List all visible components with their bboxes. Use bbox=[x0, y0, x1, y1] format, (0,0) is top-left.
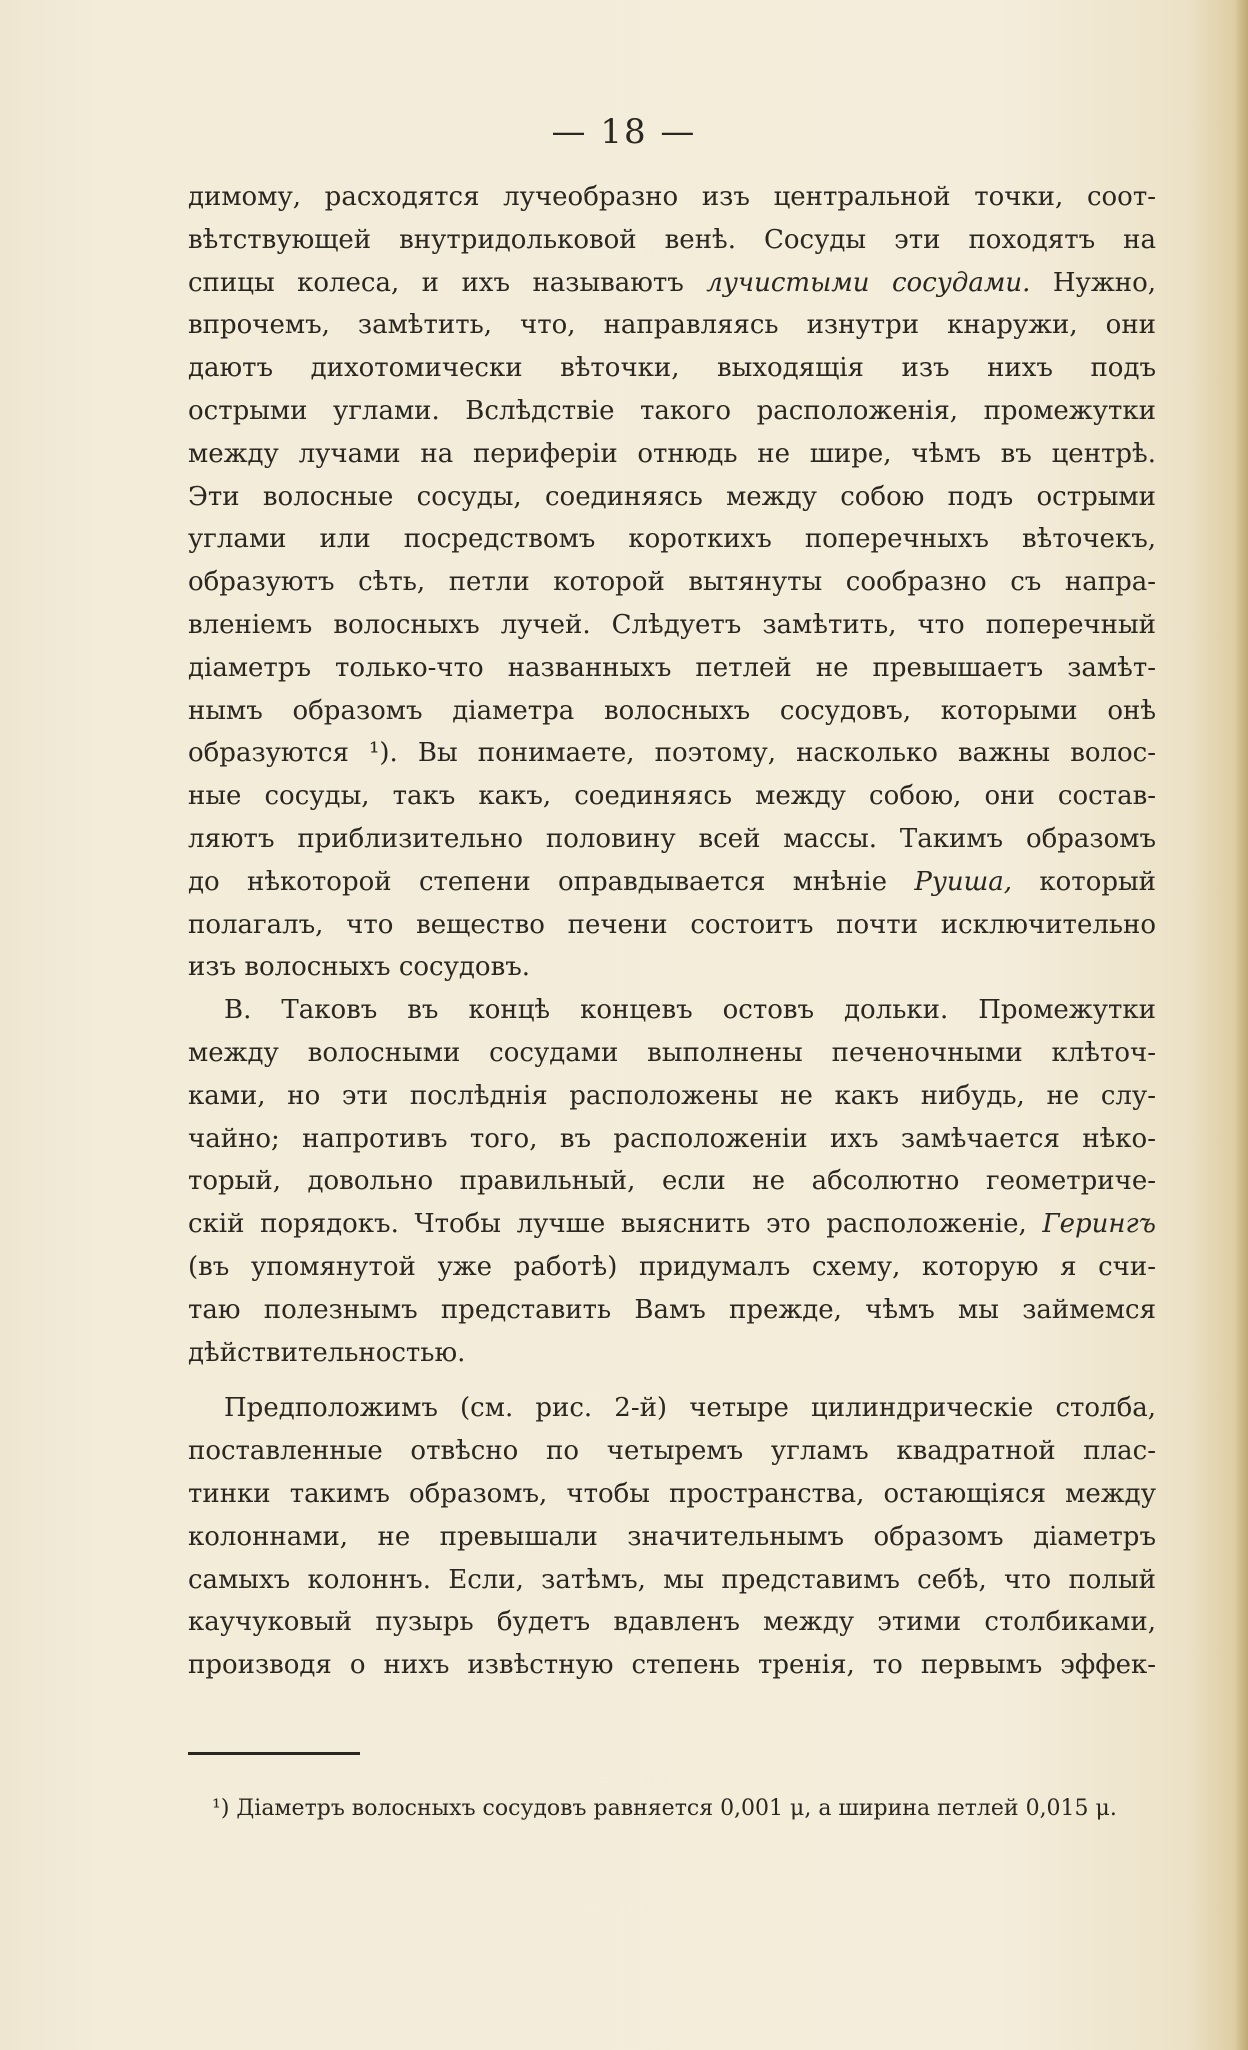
emphasis-name: Руиша, bbox=[914, 866, 1013, 897]
text-line: В. Таковъ въ концѣ концевъ остовъ дольки. Промежутки bbox=[224, 995, 1156, 1026]
text-line: димому, расходятся лучеобразно изъ центральной точки, соот- bbox=[188, 182, 1156, 212]
text-fragment: спицы колеса, и ихъ называютъ bbox=[188, 267, 684, 298]
text-line: нымъ образомъ діаметра волосныхъ сосудовъ, которыми онѣ bbox=[188, 695, 1156, 726]
text-line: діаметръ только-что названныхъ петлей не превышаетъ замѣт- bbox=[188, 652, 1156, 683]
text-line: ками, но эти послѣднія расположены не какъ нибудь, не слу- bbox=[188, 1080, 1156, 1111]
text-line: Предположимъ (см. рис. 2-й) четыре цилиндрическіе столба, bbox=[224, 1393, 1156, 1424]
text-line: ляютъ приблизительно половину всей массы. Такимъ образомъ bbox=[188, 823, 1156, 854]
emphasis-term: лучистыми сосудами. bbox=[706, 267, 1031, 298]
text-line: тинки такимъ образомъ, чтобы пространства, остающіяся между bbox=[188, 1478, 1156, 1509]
text-line: каучуковый пузырь будетъ вдавленъ между этими столбиками, bbox=[188, 1607, 1156, 1638]
text-line: ные сосуды, такъ какъ, соединяясь между собою, они состав- bbox=[188, 781, 1156, 812]
footnote-divider bbox=[188, 1752, 360, 1755]
text-line bbox=[188, 1203, 1156, 1246]
text-line: между волосными сосудами выполнены печеночными клѣточ- bbox=[188, 1037, 1156, 1068]
text-line: колоннами, не превышали значительнымъ образомъ діаметръ bbox=[188, 1521, 1156, 1552]
body-text bbox=[188, 176, 1156, 1687]
paragraph-gap bbox=[188, 1374, 1156, 1387]
text-line: таю полезнымъ представить Вамъ прежде, чѣмъ мы займемся bbox=[188, 1294, 1156, 1325]
text-line: поставленные отвѣсно по четыремъ угламъ квадратной плас- bbox=[188, 1436, 1156, 1467]
text-line: между лучами на периферіи отнюдь не шире, чѣмъ въ центрѣ. bbox=[188, 438, 1156, 469]
text-fragment: Нужно, bbox=[1052, 267, 1156, 298]
text-fragment: до нѣкоторой степени оправдывается мнѣніе bbox=[188, 866, 887, 897]
text-line: самыхъ колоннъ. Если, затѣмъ, мы представимъ себѣ, что полый bbox=[188, 1564, 1156, 1595]
text-line: торый, довольно правильный, если не абсолютно геометриче- bbox=[188, 1166, 1156, 1197]
footnote: ¹) Діаметръ волосныхъ сосудовъ равняется 0,001 μ, а ширина петлей 0,015 μ. bbox=[212, 1796, 1117, 1821]
text-line: острыми углами. Вслѣдствіе такого расположенія, промежутки bbox=[188, 395, 1156, 426]
emphasis-name: Герингъ bbox=[1042, 1209, 1157, 1240]
text-line: полагалъ, что вещество печени состоитъ почти исключительно bbox=[188, 909, 1156, 940]
text-line: дѣйствительностью. bbox=[188, 1337, 466, 1368]
text-fragment: который bbox=[1039, 866, 1157, 897]
text-fragment: скій порядокъ. Чтобы лучше выяснить это расположеніе, bbox=[188, 1209, 1027, 1240]
text-line: изъ волосныхъ сосудовъ. bbox=[188, 952, 531, 983]
page-edge-shadow bbox=[1234, 0, 1248, 2050]
text-line: образуютъ сѣть, петли которой вытянуты сообразно съ напра- bbox=[188, 567, 1156, 598]
text-line: Эти волосные сосуды, соединяясь между собою подъ острыми bbox=[188, 481, 1156, 512]
text-line: вленіемъ волосныхъ лучей. Слѣдуетъ замѣтить, что поперечный bbox=[188, 609, 1156, 640]
text-line: (въ упомянутой уже работѣ) придумалъ схему, которую я счи- bbox=[188, 1251, 1156, 1282]
text-line: впрочемъ, замѣтить, что, направляясь изнутри кнаружи, они bbox=[188, 310, 1156, 341]
text-line: вѣтствующей внутридольковой венѣ. Сосуды эти походятъ на bbox=[188, 224, 1156, 255]
text-line bbox=[188, 262, 1156, 305]
text-line: производя о нихъ извѣстную степень тренія, то первымъ эффек- bbox=[188, 1650, 1156, 1681]
text-line bbox=[188, 861, 1156, 904]
text-line: даютъ дихотомически вѣточки, выходящія изъ нихъ подъ bbox=[188, 353, 1156, 384]
text-line: образуются ¹). Вы понимаете, поэтому, насколько важны волос- bbox=[188, 738, 1156, 769]
page-number: — 18 — bbox=[551, 112, 697, 152]
text-line: углами или посредствомъ короткихъ поперечныхъ вѣточекъ, bbox=[188, 524, 1156, 555]
text-line: чайно; напротивъ того, въ расположеніи ихъ замѣчается нѣко- bbox=[188, 1123, 1156, 1154]
